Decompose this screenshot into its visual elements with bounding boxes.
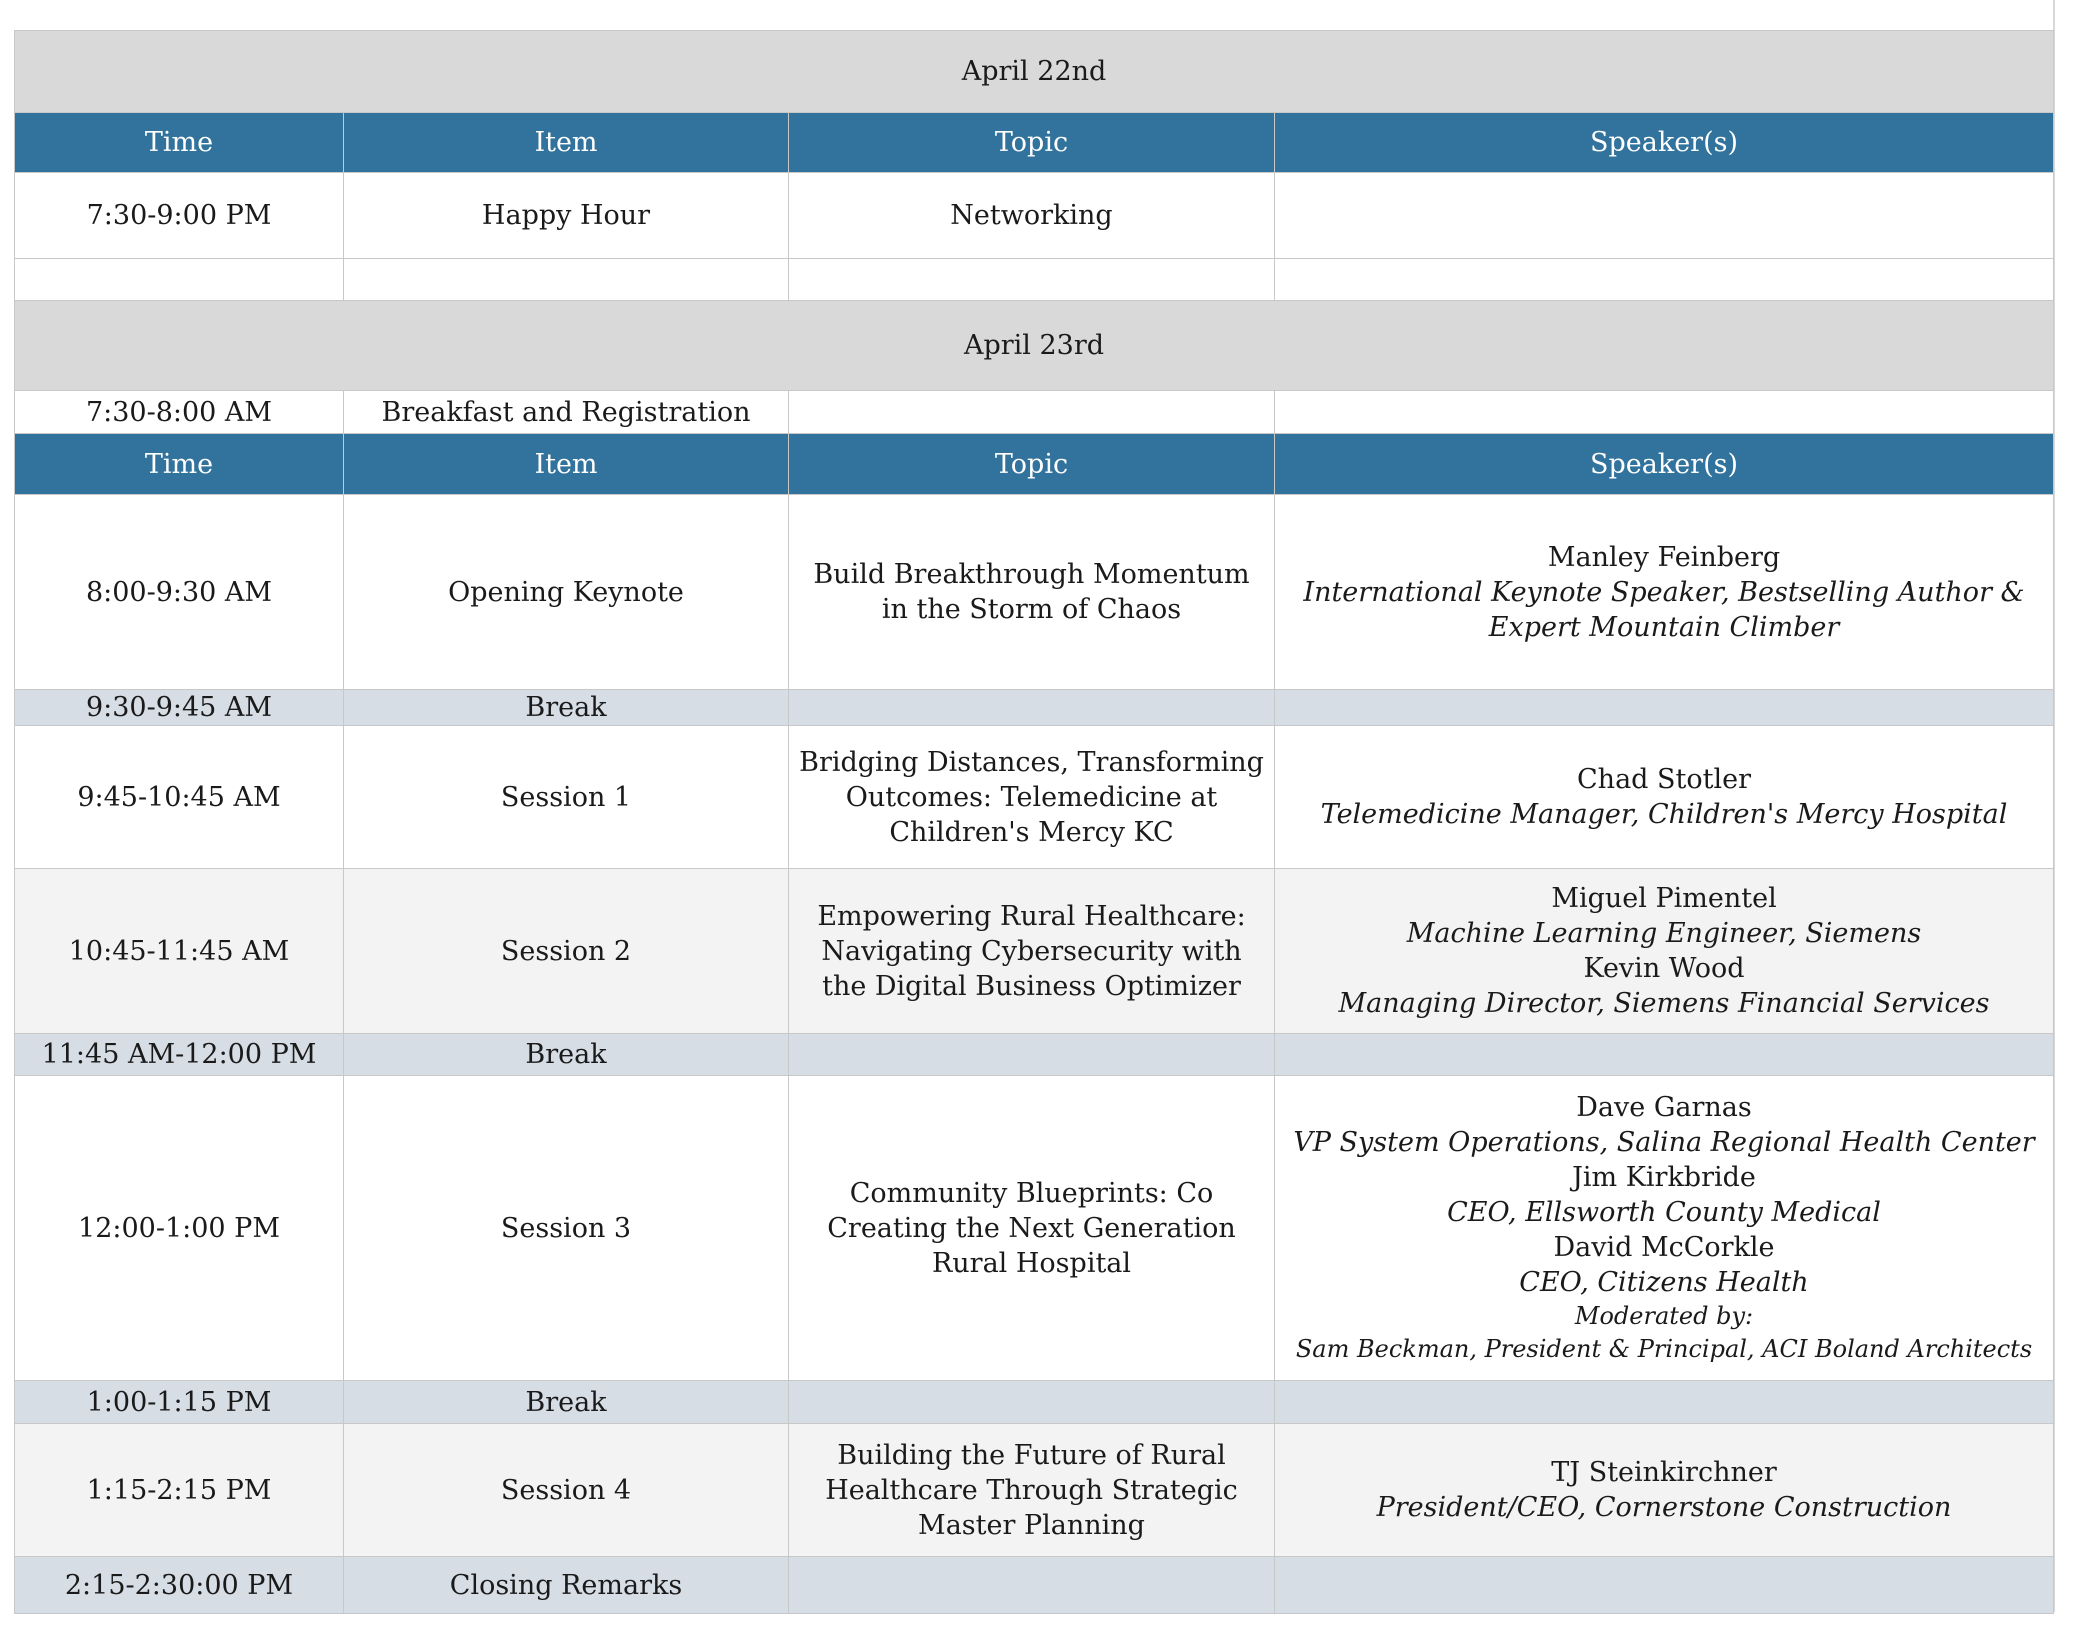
time-cell: 9:30-9:45 AM (15, 690, 344, 726)
table-row (15, 726, 2054, 869)
speakers-cell (1275, 726, 2054, 869)
header-time: Time (15, 113, 344, 173)
table-row (15, 1076, 2054, 1381)
speakers-cell (1275, 495, 2054, 690)
time-cell: 10:45-11:45 AM (15, 869, 344, 1034)
speaker-role: International Keynote Speaker, Bestselling Author & Expert Mountain Climber (1303, 576, 2025, 643)
speaker-name: Kevin Wood (1583, 953, 1745, 984)
speakers-cell (1275, 1557, 2054, 1614)
item-cell: Session 3 (344, 1076, 789, 1381)
item-cell: Session 2 (344, 869, 789, 1034)
empty-cell (344, 259, 789, 301)
time-cell: 1:15-2:15 PM (15, 1424, 344, 1557)
moderator-name: Sam Beckman, President & Principal, ACI Boland Architects (1295, 1335, 2033, 1363)
spacer-row (15, 259, 2054, 301)
topic-cell (789, 1034, 1275, 1076)
speaker-role: VP System Operations, Salina Regional Health Center (1293, 1127, 2035, 1158)
item-cell: Closing Remarks (344, 1557, 789, 1614)
header-time: Time (15, 434, 344, 495)
topic-cell (789, 1381, 1275, 1424)
speakers-cell (1275, 391, 2054, 434)
item-cell: Break (344, 1034, 789, 1076)
time-cell: 7:30-8:00 AM (15, 391, 344, 434)
break-row (15, 1381, 2054, 1424)
time-cell: 2:15-2:30:00 PM (15, 1557, 344, 1614)
item-cell: Break (344, 690, 789, 726)
item-cell: Break (344, 1381, 789, 1424)
item-cell: Opening Keynote (344, 495, 789, 690)
speaker-role: CEO, Citizens Health (1519, 1267, 1809, 1298)
closing-row (15, 1557, 2054, 1614)
agenda-sheet (14, 30, 2053, 1614)
topic-cell: Bridging Distances, Transforming Outcomes: Telemedicine at Children's Mercy KC (789, 726, 1275, 869)
table-row (15, 391, 2054, 434)
speaker-name: Dave Garnas (1576, 1092, 1752, 1123)
item-cell: Session 1 (344, 726, 789, 869)
speakers-cell (1275, 173, 2054, 259)
topic-cell (789, 1557, 1275, 1614)
break-row (15, 690, 2054, 726)
speaker-name: Chad Stotler (1577, 764, 1751, 795)
day-header-row (15, 31, 2054, 113)
topic-cell: Networking (789, 173, 1275, 259)
topic-cell (789, 690, 1275, 726)
topic-cell: Building the Future of Rural Healthcare Through Strategic Master Planning (789, 1424, 1275, 1557)
speakers-cell (1275, 1381, 2054, 1424)
time-cell: 7:30-9:00 PM (15, 173, 344, 259)
header-speakers: Speaker(s) (1275, 113, 2054, 173)
topic-cell: Empowering Rural Healthcare: Navigating Cybersecurity with the Digital Business Optimizer (789, 869, 1275, 1034)
moderator-label: Moderated by: (1574, 1302, 1754, 1330)
topic-cell: Community Blueprints: Co Creating the Next Generation Rural Hospital (789, 1076, 1275, 1381)
empty-cell (1275, 259, 2054, 301)
table-row (15, 1424, 2054, 1557)
speakers-cell (1275, 690, 2054, 726)
speakers-cell (1275, 1034, 2054, 1076)
speakers-cell (1275, 1076, 2054, 1381)
table-row (15, 173, 2054, 259)
header-speakers: Speaker(s) (1275, 434, 2054, 495)
time-cell: 12:00-1:00 PM (15, 1076, 344, 1381)
day-heading: April 23rd (15, 301, 2054, 391)
speaker-role: Managing Director, Siemens Financial Services (1338, 988, 1990, 1019)
time-cell: 9:45-10:45 AM (15, 726, 344, 869)
speaker-name: Miguel Pimentel (1551, 883, 1777, 914)
item-cell: Breakfast and Registration (344, 391, 789, 434)
header-item: Item (344, 113, 789, 173)
day-header-row (15, 301, 2054, 391)
empty-cell (15, 259, 344, 301)
time-cell: 1:00-1:15 PM (15, 1381, 344, 1424)
break-row (15, 1034, 2054, 1076)
header-topic: Topic (789, 113, 1275, 173)
speakers-cell (1275, 869, 2054, 1034)
speaker-role: Machine Learning Engineer, Siemens (1406, 918, 1922, 949)
item-cell: Happy Hour (344, 173, 789, 259)
table-row (15, 495, 2054, 690)
agenda-table (14, 30, 2054, 1614)
header-topic: Topic (789, 434, 1275, 495)
speaker-name: Manley Feinberg (1547, 541, 1781, 573)
time-cell: 8:00-9:30 AM (15, 495, 344, 690)
item-cell: Session 4 (344, 1424, 789, 1557)
speakers-cell (1275, 1424, 2054, 1557)
speaker-role: CEO, Ellsworth County Medical (1447, 1197, 1881, 1228)
speaker-name: David McCorkle (1553, 1232, 1775, 1263)
empty-cell (789, 259, 1275, 301)
speaker-role: President/CEO, Cornerstone Construction (1376, 1492, 1952, 1523)
column-header-row (15, 113, 2054, 173)
speaker-role: Telemedicine Manager, Children's Mercy Hospital (1320, 799, 2008, 830)
day-heading: April 22nd (15, 31, 2054, 113)
topic-cell (789, 391, 1275, 434)
header-item: Item (344, 434, 789, 495)
speaker-name: Jim Kirkbride (1572, 1162, 1756, 1193)
table-row (15, 869, 2054, 1034)
time-cell: 11:45 AM-12:00 PM (15, 1034, 344, 1076)
topic-cell: Build Breakthrough Momentum in the Storm of Chaos (789, 495, 1275, 690)
speaker-name: TJ Steinkirchner (1551, 1457, 1777, 1488)
column-header-row (15, 434, 2054, 495)
